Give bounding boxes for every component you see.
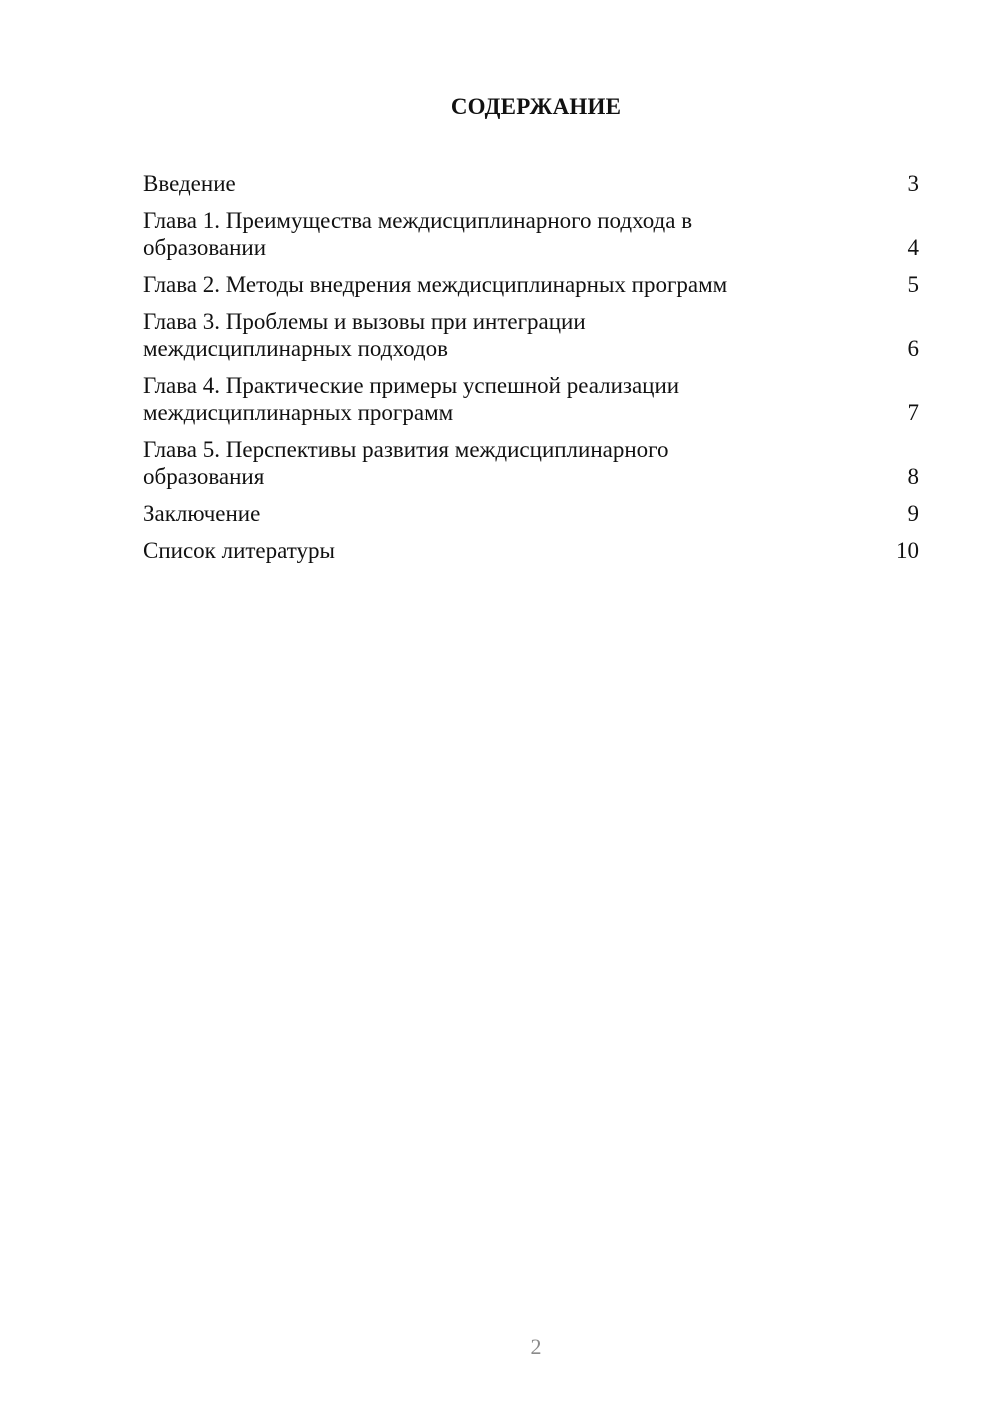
toc-entry-label: Глава 5. Перспективы развития междисциплинарного образования xyxy=(143,437,669,489)
toc-entry-label: Глава 1. Преимущества междисциплинарного подхода в образовании xyxy=(143,208,693,260)
toc-entry-page: 9 xyxy=(907,501,919,526)
toc-entry-page: 4 xyxy=(907,235,919,260)
page-title: СОДЕРЖАНИЕ xyxy=(450,94,622,119)
toc-entry-references xyxy=(143,537,919,564)
toc-entry-page: 10 xyxy=(896,538,919,563)
toc-entry-chapter-4 xyxy=(143,372,919,426)
toc-entry-conclusion xyxy=(143,500,919,527)
toc-entry-chapter-2 xyxy=(143,271,919,298)
toc-entry-label: Глава 2. Методы внедрения междисциплинарных программ xyxy=(143,272,728,297)
toc-entry-label: Глава 4. Практические примеры успешной реализации междисциплинарных программ xyxy=(143,373,680,425)
table-of-contents xyxy=(143,170,919,574)
toc-entry-page: 3 xyxy=(907,171,919,196)
toc-entry-page: 7 xyxy=(907,400,919,425)
toc-entry-chapter-5 xyxy=(143,436,919,490)
toc-entry-page: 5 xyxy=(907,272,919,297)
toc-entry-introduction xyxy=(143,170,919,197)
toc-entry-page: 8 xyxy=(907,464,919,489)
toc-entry-chapter-1 xyxy=(143,207,919,261)
toc-entry-label: Введение xyxy=(143,171,236,196)
toc-entry-chapter-3 xyxy=(143,308,919,362)
toc-entry-label: Список литературы xyxy=(143,538,335,563)
page-number: 2 xyxy=(530,1334,542,1359)
toc-entry-label: Заключение xyxy=(143,501,261,526)
toc-entry-page: 6 xyxy=(907,336,919,361)
toc-entry-label: Глава 3. Проблемы и вызовы при интеграции междисциплинарных подходов xyxy=(143,309,586,361)
